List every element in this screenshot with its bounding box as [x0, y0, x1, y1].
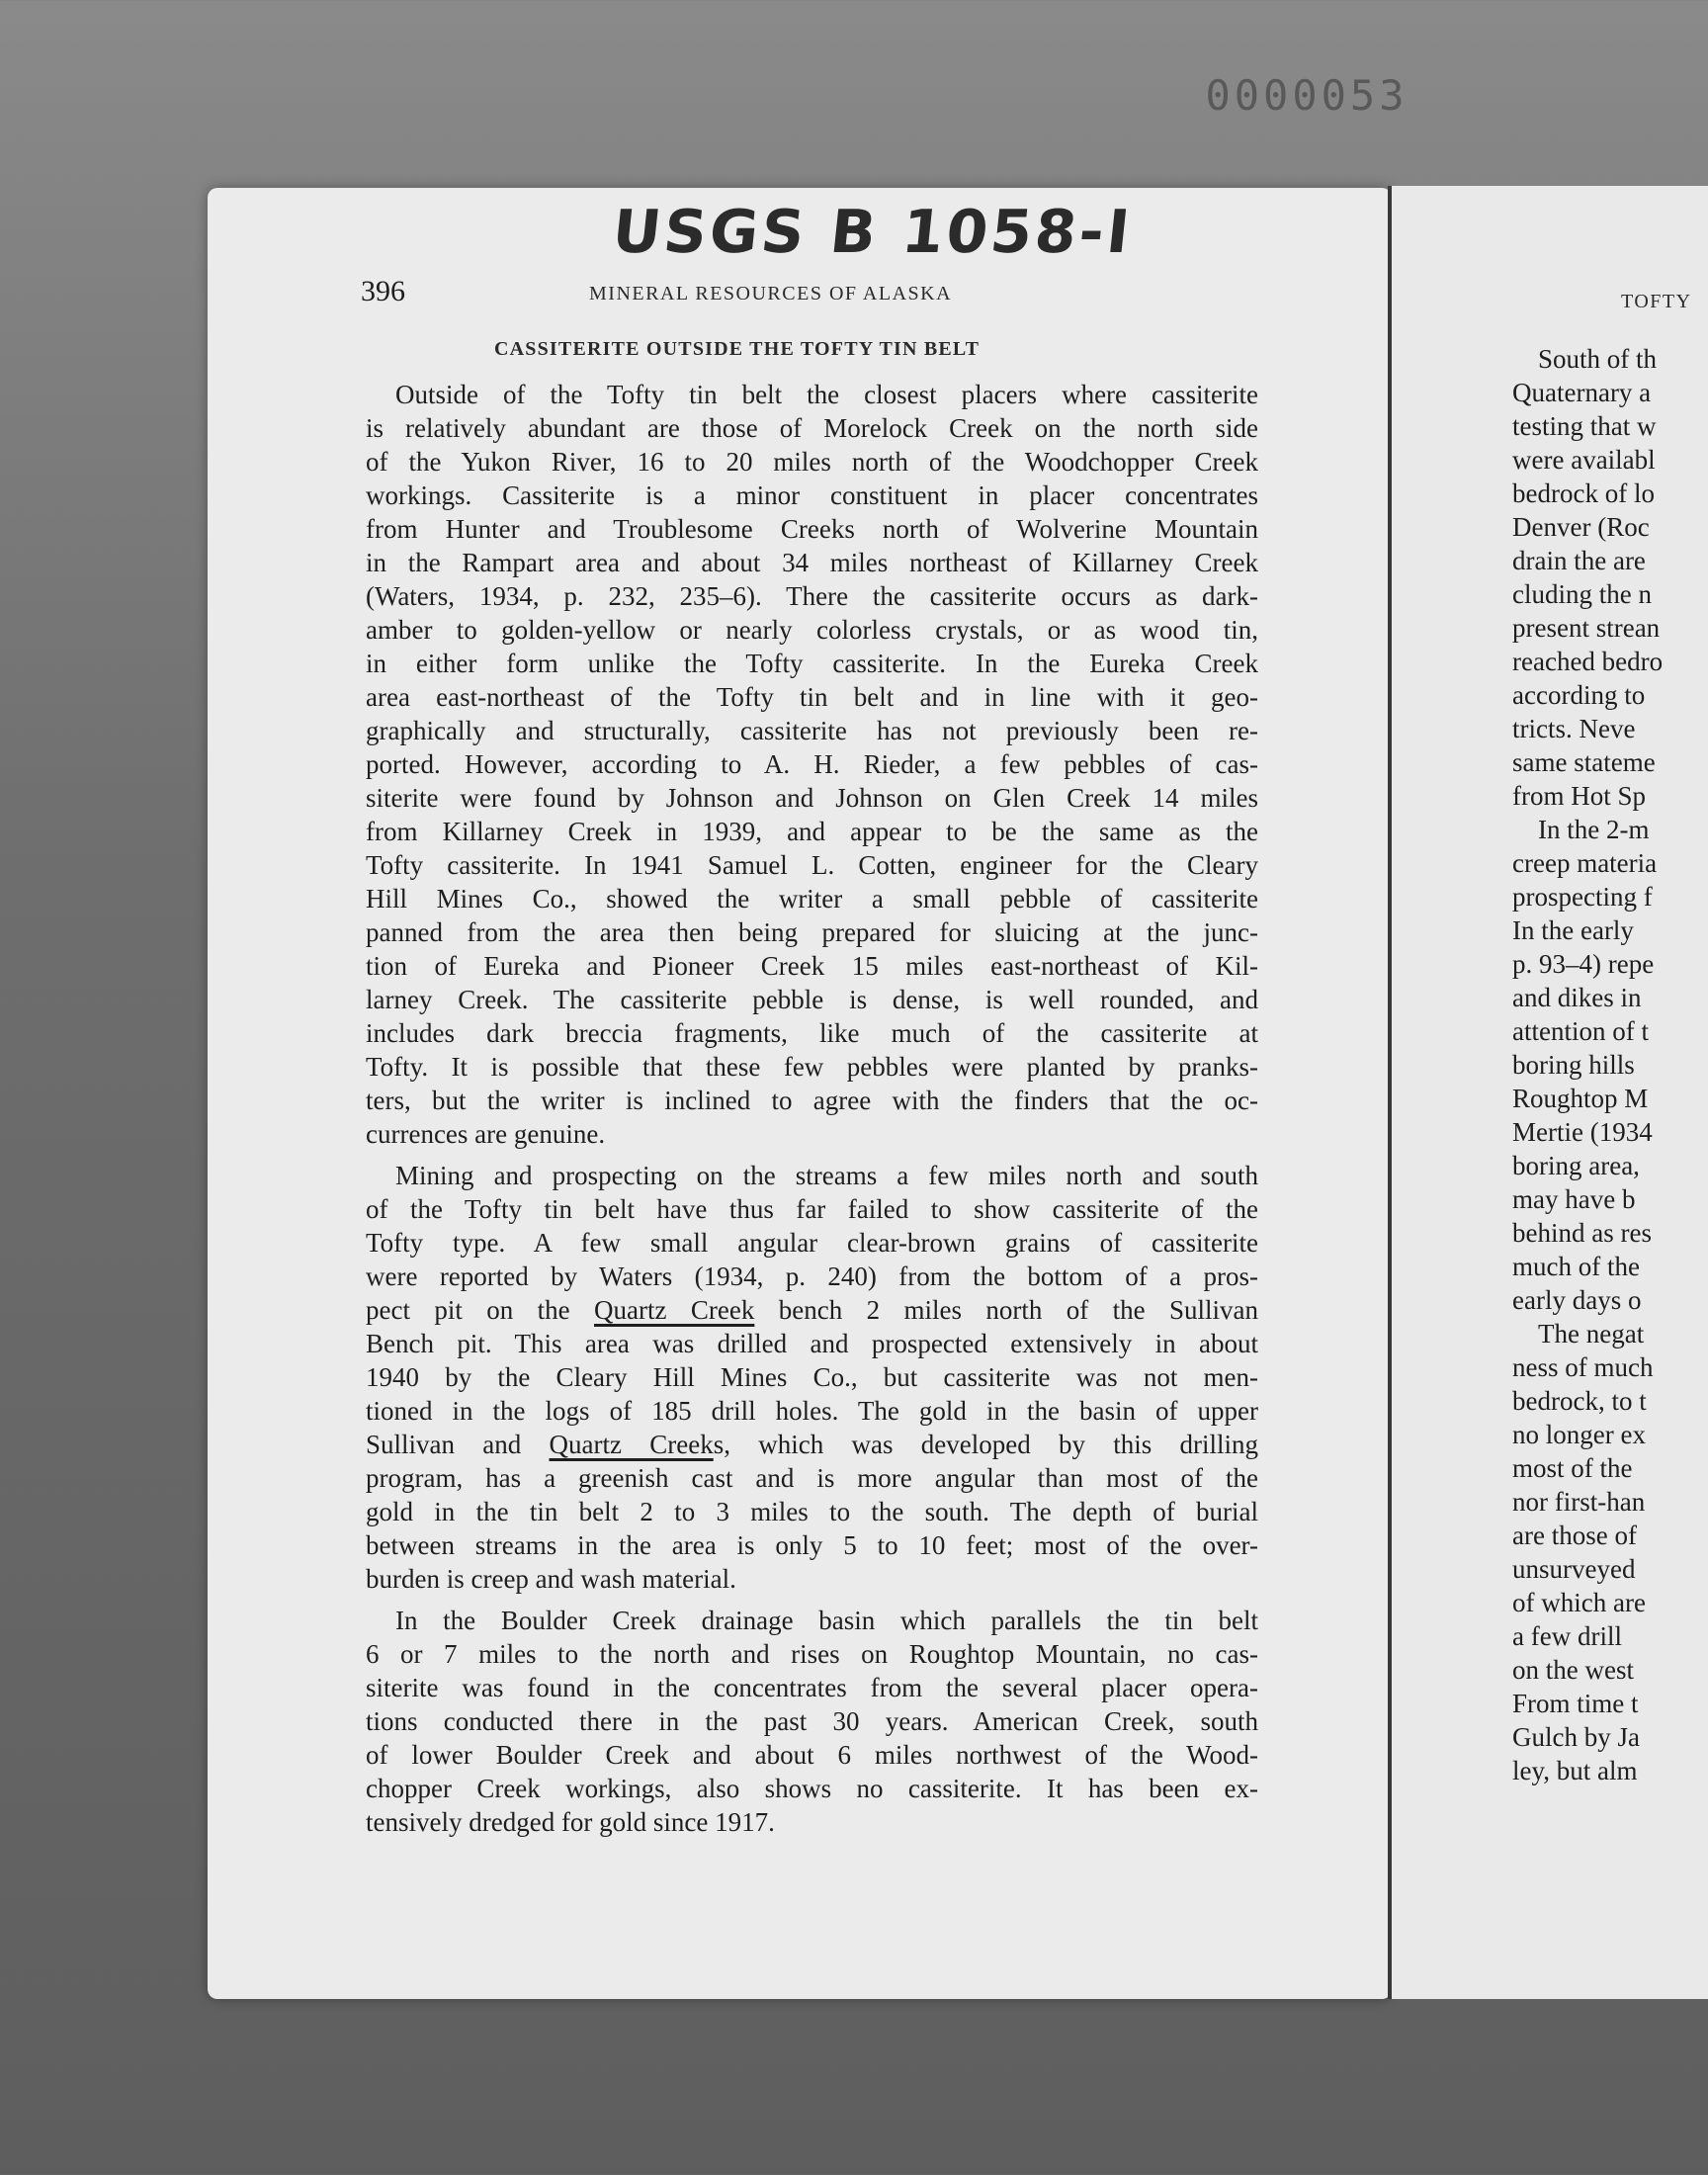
text-line: chopper Creek workings, also shows no cassiterite. It has been ex-: [366, 1774, 1258, 1803]
facing-text-line: much of the: [1512, 1252, 1640, 1281]
text-line: panned from the area then being prepared for sluicing at the junc-: [366, 917, 1258, 947]
facing-text-line: p. 93–4) repe: [1512, 949, 1655, 979]
facing-text-line: In the early: [1512, 915, 1634, 945]
facing-text-line: reached bedro: [1512, 647, 1664, 676]
facing-text-line: no longer ex: [1512, 1420, 1646, 1449]
text-line: (Waters, 1934, p. 232, 235–6). There the cassiterite occurs as dark-: [366, 581, 1258, 611]
text-line: siterite were found by Johnson and Johnson on Glen Creek 14 miles: [366, 783, 1258, 813]
text-line: Tofty. It is possible that these few pebbles were planted by pranks-: [366, 1052, 1258, 1082]
text-line: in either form unlike the Tofty cassiterite. In the Eureka Creek: [366, 649, 1258, 678]
facing-text-line: bedrock, to t: [1512, 1386, 1647, 1416]
facing-text-line: prospecting f: [1512, 882, 1653, 912]
text-line: from Hunter and Troublesome Creeks north of Wolverine Mountain: [366, 514, 1258, 544]
text-line: In the Boulder Creek drainage basin which parallels the tin belt: [395, 1606, 1258, 1635]
facing-text-line: Roughtop M: [1512, 1084, 1649, 1113]
section-heading: CASSITERITE OUTSIDE THE TOFTY TIN BELT: [494, 338, 981, 360]
text-line: Outside of the Tofty tin belt the closest placers where cassiterite: [395, 380, 1258, 409]
text-line: between streams in the area is only 5 to 10 feet; most of the over-: [366, 1530, 1258, 1560]
facing-text-line: behind as res: [1512, 1218, 1652, 1248]
text-line: from Killarney Creek in 1939, and appear to be the same as the: [366, 817, 1258, 846]
text-line: workings. Cassiterite is a minor constituent in placer concentrates: [366, 480, 1258, 510]
text-line: burden is creep and wash material.: [366, 1564, 736, 1594]
facing-text-line: of which are: [1512, 1588, 1646, 1617]
text-line: Bench pit. This area was drilled and prospected extensively in about: [366, 1329, 1258, 1358]
text-line: tions conducted there in the past 30 years. American Creek, south: [366, 1706, 1258, 1736]
facing-text-line: From time t: [1512, 1689, 1639, 1718]
facing-text-line: same stateme: [1512, 747, 1656, 777]
text-line: tensively dredged for gold since 1917.: [366, 1807, 775, 1837]
text-line: of lower Boulder Creek and about 6 miles northwest of the Wood-: [366, 1740, 1258, 1770]
text-line: larney Creek. The cassiterite pebble is dense, is well rounded, and: [366, 985, 1258, 1014]
facing-text-line: ley, but alm: [1512, 1756, 1638, 1785]
text-line: Sullivan and Quartz Creeks, which was developed by this drilling: [366, 1430, 1258, 1459]
text-line: currences are genuine.: [366, 1119, 606, 1149]
facing-page-running-head: TOFTY: [1621, 291, 1692, 312]
text-line: Tofty type. A few small angular clear-brown grains of cassiterite: [366, 1228, 1258, 1258]
text-line: were reported by Waters (1934, p. 240) from the bottom of a pros-: [366, 1262, 1258, 1291]
text-line: siterite was found in the concentrates from the several placer opera-: [366, 1673, 1258, 1702]
facing-text-line: most of the: [1512, 1453, 1633, 1483]
facing-text-line: drain the are: [1512, 546, 1646, 575]
text-line: Tofty cassiterite. In 1941 Samuel L. Cotten, engineer for the Cleary: [366, 850, 1258, 880]
facing-text-line: nor first-han: [1512, 1487, 1646, 1517]
text-line: ters, but the writer is inclined to agree with the finders that the oc-: [366, 1086, 1258, 1115]
facing-text-line: present strean: [1512, 613, 1661, 643]
text-line: of the Tofty tin belt have thus far failed to show cassiterite of the: [366, 1194, 1258, 1224]
facing-text-line: are those of: [1512, 1521, 1637, 1550]
facing-text-line: bedrock of lo: [1512, 478, 1655, 508]
facing-text-line: Denver (Roc: [1512, 512, 1650, 542]
handwritten-report-id: USGS B 1058-I: [609, 198, 1136, 267]
facing-text-line: In the 2-m: [1538, 815, 1650, 844]
body-text: [366, 378, 1258, 1847]
text-line: is relatively abundant are those of Morelock Creek on the north side: [366, 413, 1258, 443]
facing-text-line: boring area,: [1512, 1151, 1640, 1180]
facing-text-line: creep materia: [1512, 848, 1658, 878]
facing-text-line: boring hills: [1512, 1050, 1635, 1080]
text-line: area east-northeast of the Tofty tin belt and in line with it geo-: [366, 682, 1258, 712]
text-line: 6 or 7 miles to the north and rises on Roughtop Mountain, no cas-: [366, 1639, 1258, 1669]
facing-text-line: tricts. Neve: [1512, 714, 1636, 743]
paragraph: [366, 378, 1258, 1151]
page-gutter: [1388, 186, 1392, 1999]
facing-text-line: South of th: [1538, 344, 1658, 374]
text-line: pect pit on the Quartz Creek bench 2 miles north of the Sullivan: [366, 1295, 1258, 1325]
facing-text-line: were availabl: [1512, 445, 1656, 475]
text-line: includes dark breccia fragments, like much of the cassiterite at: [366, 1018, 1258, 1048]
text-line: graphically and structurally, cassiterite has not previously been re-: [366, 716, 1258, 745]
text-line: program, has a greenish cast and is more angular than most of the: [366, 1463, 1258, 1493]
paragraph: [366, 1159, 1258, 1596]
text-line: ported. However, according to A. H. Rieder, a few pebbles of cas-: [366, 749, 1258, 779]
facing-text-line: testing that w: [1512, 411, 1657, 441]
text-line: tion of Eureka and Pioneer Creek 15 miles east-northeast of Kil-: [366, 951, 1258, 981]
facing-page-text: [1512, 342, 1708, 1787]
facing-text-line: Mertie (1934: [1512, 1117, 1653, 1147]
facing-text-line: according to: [1512, 680, 1646, 710]
underlined-phrase: Quartz Creek: [549, 1430, 714, 1459]
facing-text-line: Quaternary a: [1512, 378, 1652, 407]
facing-text-line: unsurveyed: [1512, 1554, 1636, 1584]
facing-text-line: a few drill: [1512, 1621, 1622, 1651]
text-line: of the Yukon River, 16 to 20 miles north of the Woodchopper Creek: [366, 447, 1258, 477]
text-line: 1940 by the Cleary Hill Mines Co., but cassiterite was not men-: [366, 1362, 1258, 1392]
paragraph: [366, 1604, 1258, 1839]
text-line: in the Rampart area and about 34 miles northeast of Killarney Creek: [366, 548, 1258, 577]
page-number: 396: [361, 275, 405, 307]
running-head: MINERAL RESOURCES OF ALASKA: [589, 283, 953, 304]
scan-stamp-number: 0000053: [1205, 71, 1409, 120]
facing-text-line: and dikes in: [1512, 983, 1642, 1012]
facing-text-line: The negat: [1538, 1319, 1645, 1348]
facing-text-line: on the west: [1512, 1655, 1634, 1685]
text-line: tioned in the logs of 185 drill holes. The gold in the basin of upper: [366, 1396, 1258, 1426]
facing-text-line: may have b: [1512, 1184, 1636, 1214]
text-line: gold in the tin belt 2 to 3 miles to the south. The depth of burial: [366, 1497, 1258, 1526]
facing-text-line: ness of much: [1512, 1352, 1654, 1382]
text-line: amber to golden-yellow or nearly colorless crystals, or as wood tin,: [366, 615, 1258, 645]
facing-text-line: early days o: [1512, 1285, 1642, 1315]
underlined-phrase: Quartz Creek: [594, 1295, 755, 1325]
facing-text-line: Gulch by Ja: [1512, 1722, 1640, 1752]
facing-text-line: attention of t: [1512, 1016, 1649, 1046]
facing-text-line: cluding the n: [1512, 579, 1652, 609]
text-line: Mining and prospecting on the streams a few miles north and south: [395, 1161, 1258, 1190]
facing-text-line: from Hot Sp: [1512, 781, 1646, 811]
text-line: Hill Mines Co., showed the writer a small pebble of cassiterite: [366, 884, 1258, 914]
